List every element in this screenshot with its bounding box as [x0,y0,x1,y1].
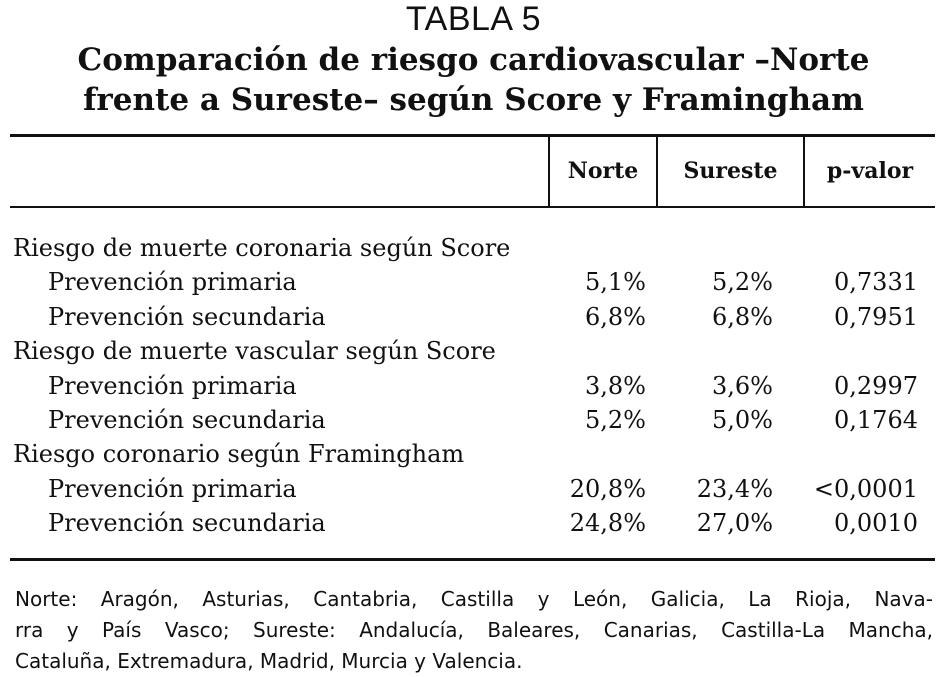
table-row [0,300,947,334]
norte-value: 6,8% [585,302,646,331]
p-value: 0,0010 [834,509,918,538]
group-label: Riesgo coronario según Framingham [13,440,465,469]
table-title [0,40,947,120]
table-row [0,369,947,403]
row-label: Prevención primaria [48,371,297,400]
p-value: 0,2997 [834,371,918,400]
table-group-row [0,231,947,265]
header-rule [10,206,935,208]
column-header-norte: Norte [567,158,639,184]
sureste-value: 23,4% [696,474,773,503]
footnote-line: rra y País Vasco; Sureste: Andalucía, Baleares, Canarias, Castilla-La Mancha, [15,618,933,642]
column-header-p-valor: p-valor [826,158,914,184]
sureste-value: 27,0% [696,509,773,538]
sureste-value: 3,6% [712,371,773,400]
norte-value: 3,8% [585,371,646,400]
table-group-row [0,437,947,471]
p-value: 0,1764 [834,406,918,434]
row-label: Prevención primaria [48,268,297,297]
footnote [15,584,933,677]
sureste-value: 5,0% [712,406,773,434]
p-value: 0,7331 [834,268,918,297]
table-number: TABLA 5 [405,0,542,38]
p-value: 0,7951 [834,302,918,331]
table-row [0,265,947,299]
table-title-line: Comparación de riesgo cardiovascular –Norte [77,42,870,78]
norte-value: 5,2% [585,406,646,434]
table-row [0,472,947,506]
footnote-line: Norte: Aragón, Asturias, Cantabria, Castilla y León, Galicia, La Rioja, Nava- [15,587,933,611]
norte-value: 24,8% [569,509,646,538]
table-title-line: frente a Sureste– según Score y Framingham [83,82,864,118]
row-label: Prevención secundaria [48,302,326,331]
sureste-value: 5,2% [712,268,773,297]
group-label: Riesgo de muerte vascular según Score [13,337,496,366]
row-label: Prevención secundaria [48,509,326,538]
footnote-line: Cataluña, Extremadura, Madrid, Murcia y Valencia. [15,649,523,673]
sureste-value: 6,8% [712,302,773,331]
table-group-row [0,334,947,368]
row-label: Prevención primaria [48,474,297,503]
row-label: Prevención secundaria [48,406,326,434]
table-row [0,506,947,540]
group-label: Riesgo de muerte coronaria según Score [13,234,511,262]
norte-value: 5,1% [585,268,646,297]
top-rule [10,134,935,137]
table-row [0,403,947,437]
bottom-rule [10,558,935,561]
p-value: <0,0001 [813,474,918,503]
column-header-sureste: Sureste [683,158,778,184]
norte-value: 20,8% [569,474,646,503]
